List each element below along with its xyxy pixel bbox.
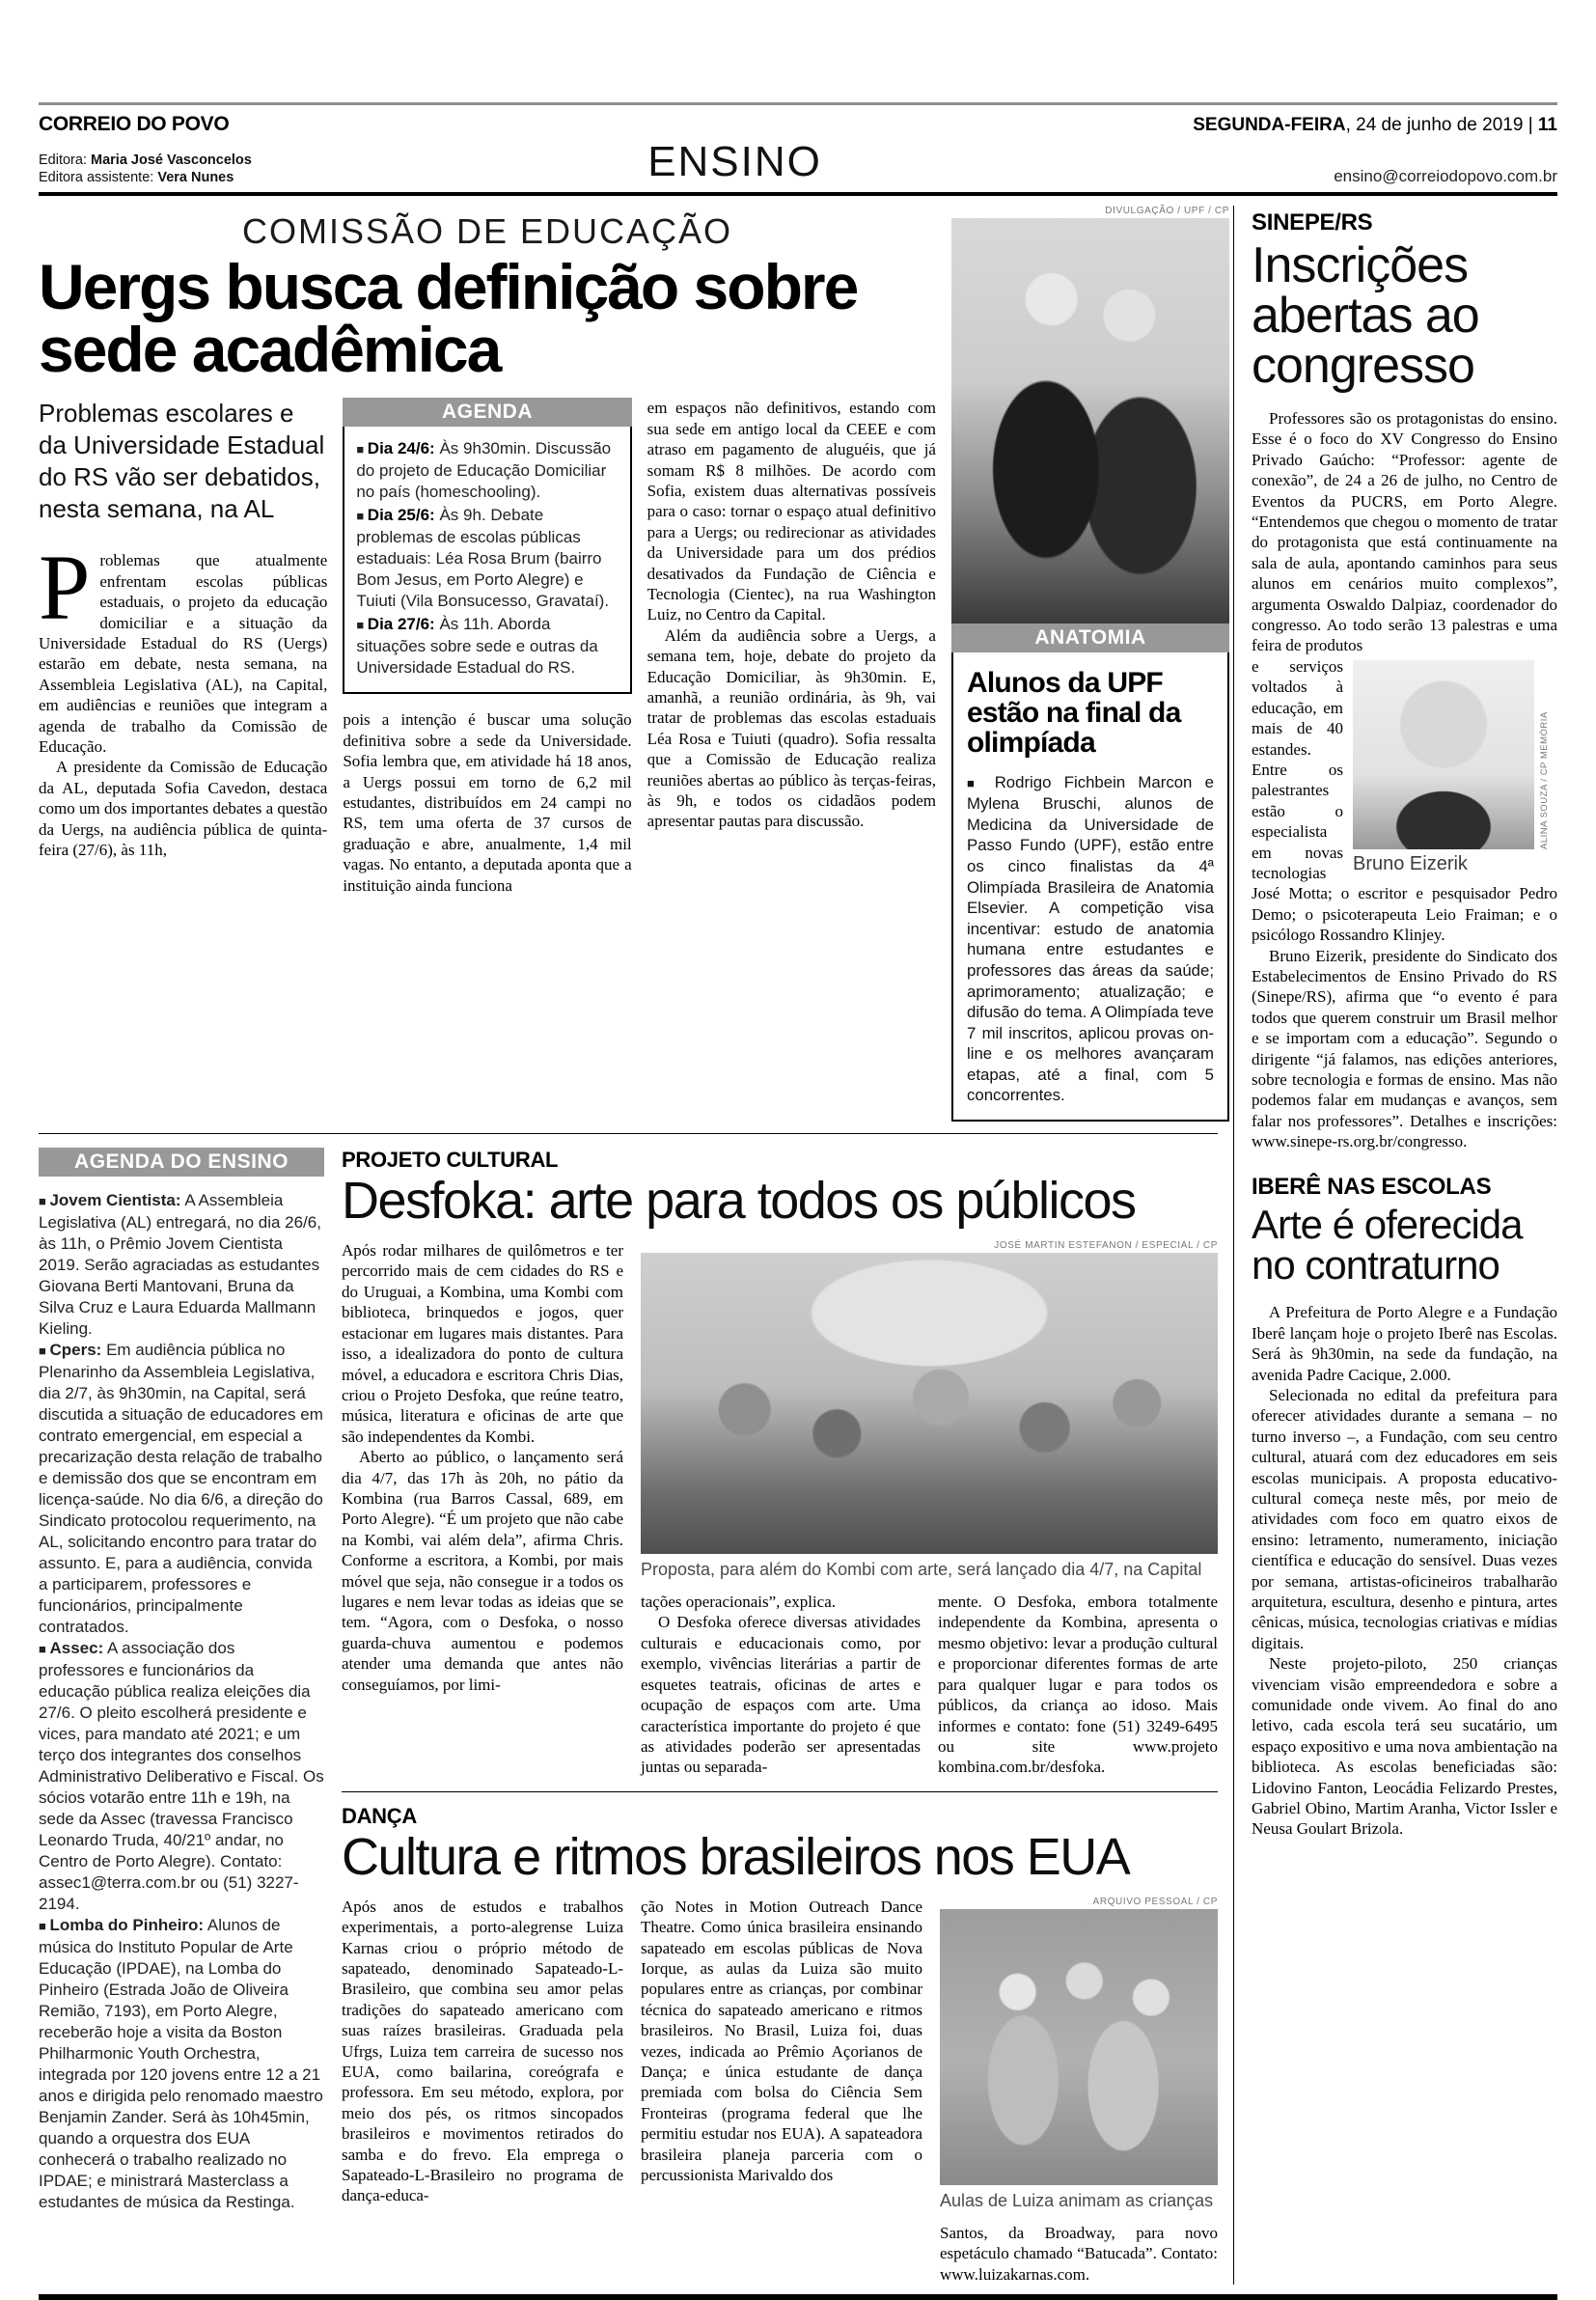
uergs-standfirst: Problemas escolares e da Universidade Estadual do RS vão ser debatidos, nesta semana, na AL: [39, 399, 325, 524]
bottom-page-rule: [39, 2294, 1557, 2300]
masthead: [0, 105, 1596, 138]
agenda-item: ■ Dia 24/6: Às 9h30min. Discussão do projeto de Educação Domiciliar no país (homeschooling).: [356, 438, 618, 503]
right-column: [1233, 206, 1557, 2285]
sinepe-kicker: SINEPE/RS: [1252, 209, 1373, 236]
agenda-box-title: AGENDA: [343, 398, 631, 427]
danca-headline: Cultura e ritmos brasileiros nos EUA: [342, 1827, 1130, 1886]
desfoka-headline: Desfoka: arte para todos os públicos: [342, 1172, 1136, 1231]
anatomy-column: [951, 206, 1229, 1122]
bottom-zone: [39, 1133, 1218, 2285]
desfoka-photo-block: [641, 1240, 1218, 1778]
upf-finalists-photo: [951, 218, 1229, 623]
uergs-article-body: [39, 206, 936, 1122]
kombina-photo-caption: Proposta, para além do Kombi com arte, será lançado dia 4/7, na Capital: [641, 1560, 1202, 1580]
page-number: 11: [1537, 115, 1557, 135]
weekday: SEGUNDA-FEIRA: [1193, 115, 1346, 135]
square-bullet-icon: [39, 1639, 49, 1657]
agenda-box: [343, 398, 631, 694]
bruno-photo-caption: Bruno Eizerik: [1353, 852, 1468, 874]
danca-col1: [342, 1897, 623, 2285]
date-text: , 24 de junho de 2019 |: [1345, 115, 1538, 135]
uergs-paragraph: A presidente da Comissão de Educação da AL, deputada Sofia Cavedon, destaca como um dos importantes debates a questão da Uergs, na audiência pública de quinta-feira (27/6), às 11h,: [39, 758, 328, 860]
anatomy-box: [951, 623, 1229, 1122]
editor-label: Editora:: [39, 152, 87, 168]
desfoka-col3: [938, 1592, 1218, 1778]
square-bullet-icon: [39, 1191, 49, 1209]
desfoka-article: [342, 1148, 1218, 1778]
danca-col2: [641, 1897, 922, 2285]
desfoka-paragraph: O Desfoka oferece diversas atividades culturais e educacionais como, por exemplo, vivências literárias a partir de esquetes teatrais, oficinas de artes e ocupação de espaços com arte. Uma característica importante do projeto é que as atividades poderão ser apresentadas juntas ou separada-: [641, 1613, 921, 1777]
anatomy-box-label: ANATOMIA: [951, 623, 1229, 652]
section-title: ENSINO: [647, 138, 822, 185]
date-folio: [1193, 115, 1557, 136]
upf-photo-credit: DIVULGAÇÃO / UPF / CP: [1105, 206, 1229, 216]
danca-paragraph: Após anos de estudos e trabalhos experimentais, a porto-alegrense Luiza Karnas criou o próprio método de sapateado, denominado Sapateado-L-Brasileiro, que combina seu amor pelas tradições do sapateado americano com suas raízes brasileiras. Graduada pela Ufrgs, Luiza tem carreira de sucesso nos EUA, como bailarina, coreógrafa e professora. Em seu método, explora, por meio dos pés, os ritmos sincopados brasileiros e movimentos retirados do samba e do frevo. Ela emprega o Sapateado-L-Brasileiro no programa de dança-educa-: [342, 1897, 623, 2205]
kombina-photo: [641, 1253, 1218, 1554]
agenda-ensino-item: ■ Jovem Cientista: A Assembleia Legislativa (AL) entregará, no dia 26/6, às 11h, o Prêmio Jovem Cientista 2019. Serão agraciadas as estudantes Giovana Berti Mantovani, Bruna da Silva Cruz e Laura Eduarda Mallmann Kieling.: [39, 1190, 324, 1340]
sinepe-photo-wrap: [1252, 656, 1557, 946]
uergs-paragraph: Além da audiência sobre a Uergs, a semana tem, hoje, debate do projeto da Educação Domiciliar, às 9h30min. E, amanhã, a reunião ordinária, às 9h, vai tratar de problemas das escolas estaduais Léa Rosa e Tuiuti (quadro). Sofia ressalta que a Comissão de Educação realiza reuniões abertas ao público às terças-feiras, às 9h, e todos os cidadãos podem apresentar pautas para discussão.: [647, 625, 936, 831]
agenda-ensino-title: AGENDA DO ENSINO: [39, 1148, 324, 1177]
desfoka-paragraph: Após rodar milhares de quilômetros e ter percorrido mais de cem cidades do RS e do Uruguai, a Kombina, uma Kombi com biblioteca, brinquedos e jogos, quer estacionar em lugares mais distantes. Para isso, a idealizadora do ponto de cultura móvel, a educadora e escritora Chris Dias, criou o Projeto Desfoka, que reúne teatro, música, literatura e oficinas de arte que são independentes da Kombi.: [342, 1241, 623, 1446]
assistant-editor-name: Vera Nunes: [157, 170, 234, 185]
square-bullet-icon: [967, 773, 995, 791]
uergs-headline: Uergs busca definição sobre sede acadêmica: [39, 251, 858, 385]
desfoka-paragraph: mente. O Desfoka, embora totalmente independente da Kombina, apresenta o mesmo objetivo: levar a produção cultural e proporcionar diferentes formas de arte para qualquer lugar e para todos os públicos, da criança ao idoso. Mais informes e contato: fone (51) 3249-6495 ou site www.projeto kombina.com.br/desfoka.: [938, 1593, 1218, 1777]
ibere-headline: Arte é oferecida no contraturno: [1252, 1201, 1523, 1289]
agenda-item: ■ Dia 25/6: Às 9h. Debate problemas de escolas públicas estaduais: Léa Rosa Brum (bairro Bom Jesus, em Porto Alegre) e Tuiuti (Vila Bonsucesso, Gravataí).: [356, 505, 618, 612]
uergs-col1: [39, 398, 327, 896]
danca-kicker: DANÇA: [342, 1803, 417, 1828]
ibere-paragraph: Selecionada no edital da prefeitura para oferecer atividades durante a semana – no turno inverso –, a Fundação, com seu centro cultural, atuará com dez educadores em seis escolas municipais. A proposta educativo-cultural começa neste mês, por meio de atividades com foco em quatro eixos de ensino: letramento, numeramento, iniciação científica e educação do sensível. Duas vezes por semana, artistas-oficineiros trabalharão arquitetura, escultura, desenho e pintura, artes cênicas, música, tecnologias criativas e mídias digitais.: [1252, 1385, 1557, 1652]
desfoka-paragraph: Aberto ao público, o lançamento será dia 4/7, das 17h às 20h, no pátio da Kombina (rua Barros Cassal, 689, em Porto Alegre). “É um projeto que não cabe na Kombi, vai além dela”, afirma Chris. Conforme a escritora, a Kombi, por mais móvel que seja, não consegue ir a todos os lugares e nem levar todas as ideias que se tem. “Agora, com o Desfoka, o nosso guarda-chuva aumentou e podemos atender uma demanda que antes não conseguíamos, por limi-: [342, 1448, 623, 1694]
anatomy-box-title: Alunos da UPF estão na final da olimpíada: [967, 667, 1181, 760]
sinepe-headline: Inscrições abertas ao congresso: [1252, 237, 1479, 394]
kombina-photo-credit: JOSÉ MARTIN ESTEFANON / ESPECIAL / CP: [994, 1240, 1218, 1252]
section-row: [0, 138, 1596, 192]
sinepe-paragraph: e serviços voltados à educação, em mais de 40 estandes. Entre os palestrantes estão o especialista em novas tecnologias José Motta; o escritor e pesquisador Pedro Demo; o psicoterapeuta Leio Fraiman; e o psicólogo Rossandro Klinjey.: [1252, 656, 1557, 945]
uergs-paragraph: Problemas que atualmente enfrentam escolas públicas estaduais, o projeto da educação domiciliar e a situação da Universidade Estadual do RS (Uergs) estarão em debate, nesta semana, na Assembleia Legislativa (AL), na Capital, em audiências e reuniões que integram a agenda de trabalho da Comissão de Educação.: [39, 536, 328, 756]
left-zone: [39, 206, 1233, 2285]
desfoka-kicker: PROJETO CULTURAL: [342, 1148, 559, 1173]
uergs-col3: [647, 398, 936, 896]
sinepe-paragraph: Bruno Eizerik, presidente do Sindicato dos Estabelecimentos de Ensino Privado do RS (Sinepe/RS), afirma que “o evento é para todos que querem construir um Brasil melhor e se importam com a educação”. Segundo o dirigente “já falamos, nas edições anteriores, sobre tecnologia e formas de ensino. Mas não podemos falar em mudanças e avanços, sem falar nos professores”. Detalhes e inscrições: www.sinepe-rs.org.br/congresso.: [1252, 946, 1557, 1151]
anatomy-box-body: ■ Rodrigo Fichbein Marcon e Mylena Bruschi, alunos de Medicina da Universidade de Passo Fundo (UPF), estão entre os cinco finalistas da 4ª Olimpíada Brasileira de Anatomia Elsevier. A competição visa incentivar: estudo de anatomia humana entre estudantes e professores das áreas da saúde; aprimoramento; atualização; e difusão do tema. A Olimpíada teve 7 mil inscritos, aplicou provas on-line e os melhores avançaram etapas, até a final, com 5 concorrentes.: [967, 772, 1214, 1107]
square-bullet-icon: [356, 439, 367, 457]
bruno-eizerik-photo: [1353, 660, 1534, 849]
sinepe-paragraph: Professores são os protagonistas do ensino. Esse é o foco do XV Congresso do Ensino Privado Gaúcho: “Professor: agente de conexão”, de 24 a 26 de julho, no Centro de Eventos da PUCRS, em Porto Alegre. “Entendemos que chegou o momento de tratar do protagonista que está continuamente na sala de aula, apontando caminhos para seus alunos em cenários muito complexos”, argumenta Oswaldo Dalpiaz, coordenador do congresso. Ao todo serão 13 palestras e uma feira de produtos: [1252, 409, 1557, 655]
ibere-kicker: IBERÊ NAS ESCOLAS: [1252, 1173, 1492, 1200]
luiza-photo-credit: ARQUIVO PESSOAL / CP: [1092, 1896, 1218, 1907]
square-bullet-icon: [39, 1916, 49, 1934]
square-bullet-icon: [39, 1341, 49, 1359]
uergs-col2: [343, 398, 631, 896]
editors-block: [39, 152, 252, 186]
desfoka-col1: [342, 1240, 623, 1778]
danca-col3: [940, 1897, 1218, 2285]
agenda-item: ■ Dia 27/6: Às 11h. Aborda situações sobre sede e outras da Universidade Estadual do RS.: [356, 614, 618, 679]
ibere-paragraph: A Prefeitura de Porto Alegre e a Fundação Iberê lançam hoje o projeto Iberê nas Escolas. Será às 9h30min, na sede da fundação, na avenida Padre Cacique, 2.000.: [1252, 1303, 1557, 1384]
bruno-photo-credit: ALINA SOUZA / CP MEMÓRIA: [1538, 711, 1550, 849]
agenda-ensino-item: ■ Lomba do Pinheiro: Alunos de música do Instituto Popular de Arte Educação (IPDAE), na Lomba do Pinheiro (Estrada João de Oliveira Remião, 7193), em Porto Alegre, receberão hoje a visita da Boston Philharmonic Youth Orchestra, integrada por 120 jovens entre 12 a 21 anos e dirigida pelo renomado maestro Benjamin Zander. Será às 10h45min, quando a orquestra dos EUA conhecerá o trabalho realizado no IPDAE; e ministrará Masterclass a estudantes de música da Restinga.: [39, 1915, 324, 2213]
editor-name: Maria José Vasconcelos: [91, 152, 252, 168]
luiza-photo: [940, 1909, 1218, 2185]
agenda-ensino-item: ■ Assec: A associação dos professores e funcionários da educação pública realiza eleições dia 27/6. O pleito escolherá presidente e vices, para mandato até 2021; e um terço dos integrantes dos conselhos Administrativo Deliberativo e Fiscal. Os sócios votarão entre 11h e 19h, na sede da Assec (travessa Francisco Leonardo Truda, 40/21º andar, no Centro de Porto Alegre). Contato: assec1@terra.com.br ou (51) 3227-2194.: [39, 1638, 324, 1915]
desfoka-paragraph: tações operacionais”, explica.: [641, 1593, 837, 1612]
agenda-ensino-item: ■ Cpers: Em audiência pública no Plenarinho da Assembleia Legislativa, dia 2/7, às 9h30min, na Capital, será discutida a situação de educadores em contrato emergencial, em especial a precarização desta relação de trabalho e demissão dos que se encontram em licença-saúde. No dia 6/6, a direção do Sindicato protocolou requerimento, na AL, solicitando encontro para tratar do assunto. E, para a audiência, convida a participarem, professores e funcionários, principalmente contratados.: [39, 1340, 324, 1638]
danca-paragraph: Santos, da Broadway, para novo espetáculo chamado “Batucada”. Contato: www.luizakarnas.com.: [940, 2223, 1218, 2284]
square-bullet-icon: [356, 506, 367, 524]
cultural-section: [342, 1148, 1218, 2285]
section-email: ensino@correiodopovo.com.br: [1334, 167, 1557, 185]
page-content: [0, 196, 1596, 2285]
agenda-ensino-sidebar: [39, 1148, 324, 2285]
uergs-article: [39, 206, 1229, 1122]
newspaper-brand: CORREIO DO POVO: [39, 113, 230, 135]
desfoka-col2: [641, 1592, 921, 1778]
danca-article: [342, 1804, 1218, 2285]
drop-cap: P: [39, 536, 91, 640]
bruno-figure: [1353, 660, 1557, 875]
danca-paragraph: ção Notes in Motion Outreach Dance Theatre. Como única brasileira ensinando sapateado em escolas públicas de Nova Iorque, as aulas da Luiza são muito populares entre as crianças, por combinar técnica do sapateado americano e ritmos brasileiros. No Brasil, Luiza foi, duas vezes, indicada ao Prêmio Açorianos de Dança; e única estudante de dança premiada com bolsa do Ciência Sem Fronteiras (programa federal que lhe permitiu estudar nos EUA). A sapateadora brasileira planeja parceria com o percussionista Marivaldo dos: [641, 1897, 922, 2184]
assistant-editor-label: Editora assistente:: [39, 170, 154, 185]
square-bullet-icon: [356, 615, 367, 633]
ibere-paragraph: Neste projeto-piloto, 250 crianças vivenciam visão empreendedora e sobre a comunidade onde vivem. Ao final do ano letivo, cada escola terá seu sucatário, um espaço expositivo e uma nova ambientação na biblioteca. As escolas beneficiadas são: Lidovino Fanton, Leocádia Felizardo Prestes, Gabriel Obino, Martim Aranha, Victor Issler e Neusa Goulart Brizola.: [1252, 1654, 1557, 1839]
section-divider: [342, 1791, 1218, 1792]
uergs-kicker: COMISSÃO DE EDUCAÇÃO: [241, 211, 733, 251]
uergs-paragraph: pois a intenção é buscar uma solução definitiva sobre a sede da Universidade. Sofia lembra que, em atividade há 18 anos, a Uergs possui em torno de 6,2 mil estudantes, distribuídos em 24 campi no RS, tem uma oferta de 37 cursos de graduação e abre, anualmente, 1,4 mil vagas. No entanto, a deputada aponta que a instituição ainda funciona: [343, 710, 632, 895]
luiza-photo-caption: Aulas de Luiza animam as crianças: [940, 2190, 1214, 2210]
uergs-paragraph: em espaços não definitivos, estando com sua sede em antigo local da CEEE e com atraso em pagamento de aluguéis, que já somam R$ 8 milhões. De acordo com Sofia, existem duas alternativas possíveis para o caso: tornar o espaço atual definitivo para a Uergs; ou redirecionar as atividades da Universidade para um dos prédios desativados da Fundação de Ciência e Tecnologia (Cientec), na rua Washington Luiz, no Centro da Capital.: [647, 399, 936, 624]
